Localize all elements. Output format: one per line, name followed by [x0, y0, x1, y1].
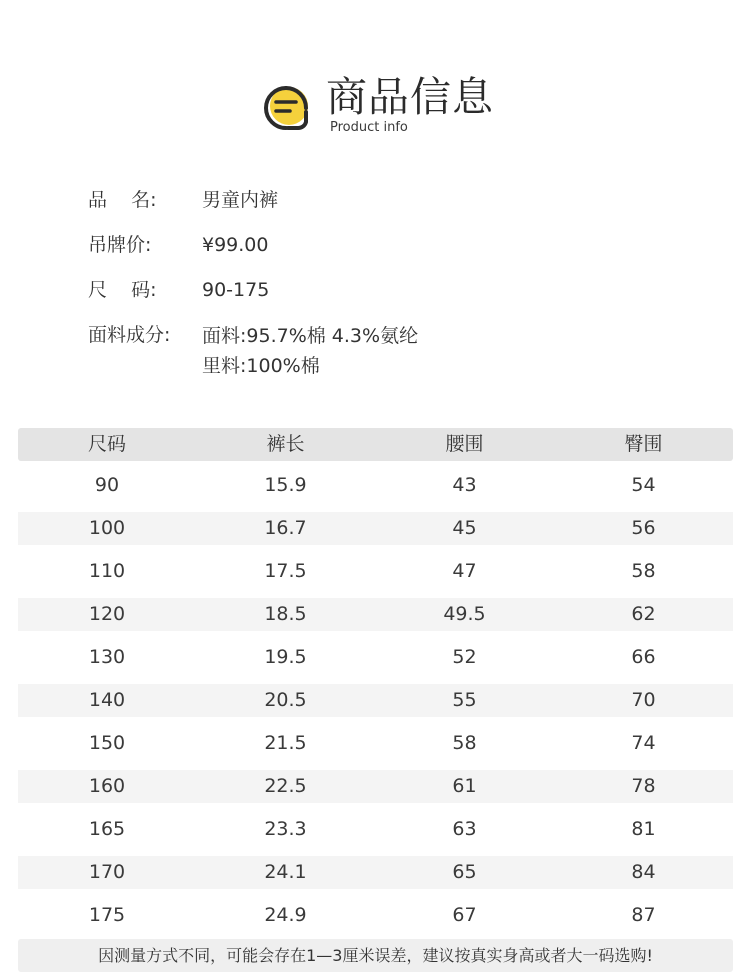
table-cell: 56 — [631, 517, 656, 539]
table-cell: 15.9 — [264, 474, 307, 496]
table-cell: 52 — [452, 646, 477, 668]
table-cell: 58 — [452, 732, 477, 754]
info-value — [202, 321, 418, 381]
table-cell: 19.5 — [264, 646, 307, 668]
table-cell: 165 — [88, 818, 126, 840]
size-table — [18, 428, 733, 932]
table-cell: 81 — [631, 818, 656, 840]
table-cell: 160 — [88, 775, 126, 797]
table-cell: 170 — [88, 861, 126, 883]
table-row — [18, 555, 733, 588]
table-cell: 87 — [631, 904, 656, 926]
table-row — [18, 856, 733, 889]
table-cell: 140 — [88, 689, 126, 711]
table-cell: 84 — [631, 861, 656, 883]
table-cell: 78 — [631, 775, 656, 797]
table-cell: 21.5 — [264, 732, 307, 754]
table-cell: 150 — [88, 732, 126, 754]
table-cell: 45 — [452, 517, 477, 539]
table-cell: 100 — [88, 517, 126, 539]
table-cell: 120 — [88, 603, 126, 625]
table-cell: 65 — [452, 861, 477, 883]
page-title: 商品信息 — [326, 73, 494, 121]
table-cell: 20.5 — [264, 689, 307, 711]
table-cell: 23.3 — [264, 818, 307, 840]
table-row — [18, 641, 733, 674]
table-cell: 54 — [631, 474, 656, 496]
table-cell: 49.5 — [443, 603, 486, 625]
table-cell: 130 — [88, 646, 126, 668]
table-cell: 16.7 — [264, 517, 307, 539]
table-cell: 43 — [452, 474, 477, 496]
table-cell: 47 — [452, 560, 477, 582]
info-label: 面料成分: — [88, 324, 171, 346]
table-cell: 67 — [452, 904, 477, 926]
column-header: 腰围 — [445, 433, 484, 455]
table-cell: 110 — [88, 560, 126, 582]
table-cell: 175 — [88, 904, 126, 926]
table-cell: 24.9 — [264, 904, 307, 926]
fabric-lining: 里料:100%棉 — [202, 355, 320, 377]
table-row — [18, 813, 733, 846]
table-cell: 90 — [94, 474, 120, 496]
column-header: 裤长 — [266, 433, 305, 455]
table-row — [18, 727, 733, 760]
info-value: 男童内裤 — [202, 189, 279, 211]
page-subtitle: Product info — [330, 120, 408, 135]
table-cell: 61 — [452, 775, 477, 797]
info-label: 吊牌价: — [88, 234, 152, 256]
table-cell: 74 — [631, 732, 656, 754]
table-cell: 63 — [452, 818, 477, 840]
table-row — [18, 598, 733, 631]
info-label: 尺 码: — [88, 279, 157, 301]
table-header — [18, 428, 733, 461]
table-row — [18, 770, 733, 803]
table-cell: 24.1 — [264, 861, 307, 883]
table-cell: 66 — [631, 646, 656, 668]
table-row — [18, 899, 733, 932]
table-row — [18, 469, 733, 502]
table-cell: 62 — [631, 603, 656, 625]
column-header: 臀围 — [624, 433, 663, 455]
fabric-outer: 面料:95.7%棉 4.3%氨纶 — [202, 325, 419, 347]
info-label: 品 名: — [88, 189, 157, 211]
table-row — [18, 512, 733, 545]
table-cell: 70 — [631, 689, 656, 711]
section-header — [262, 72, 522, 142]
table-row — [18, 684, 733, 717]
info-value: ¥99.00 — [202, 234, 269, 256]
table-cell: 18.5 — [264, 603, 307, 625]
table-cell: 55 — [452, 689, 477, 711]
document-icon — [262, 82, 312, 132]
info-value: 90-175 — [202, 279, 270, 301]
column-header: 尺码 — [87, 433, 126, 455]
table-cell: 22.5 — [264, 775, 307, 797]
measurement-note: 因测量方式不同，可能会存在1—3厘米误差，建议按真实身高或者大一码选购! — [18, 939, 733, 972]
table-cell: 17.5 — [264, 560, 307, 582]
table-cell: 58 — [631, 560, 656, 582]
